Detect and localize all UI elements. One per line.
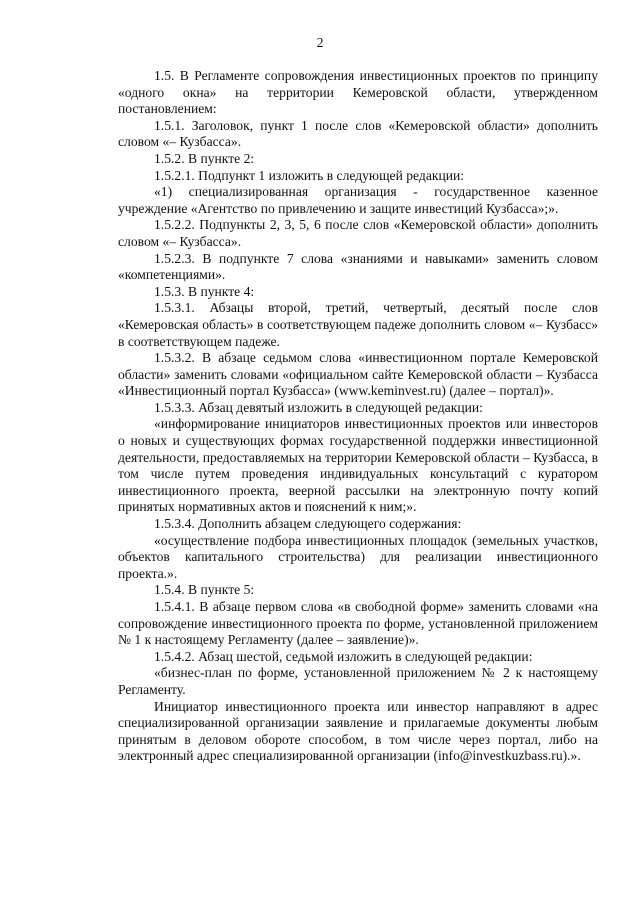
document-body bbox=[118, 68, 598, 765]
paragraph-quote-1: «1) специализированная организация - государственное казенное учреждение «Агентство по привлечению и защите инвестиций Кузбасса»;». bbox=[118, 184, 598, 216]
paragraph-quote-selection: «осуществление подбора инвестиционных площадок (земельных участков, объектов капитального строительства) для реализации инвестиционного проекта.». bbox=[118, 532, 598, 581]
paragraph-1-5-3-4: 1.5.3.4. Дополнить абзацем следующего содержания: bbox=[154, 516, 462, 532]
paragraph-1-5-2-2: 1.5.2.2. Подпункты 2, 3, 5, 6 после слов «Кемеровской области» дополнить словом «– Кузбасса». bbox=[118, 217, 598, 249]
paragraph-1-5-4-2: 1.5.4.2. Абзац шестой, седьмой изложить в следующей редакции: bbox=[154, 648, 533, 664]
paragraph-1-5-3-2: 1.5.3.2. В абзаце седьмом слова «инвестиционном портале Кемеровской области» заменить словами «официальном сайте Кемеровской области – Кузбасса «Инвестиционный портал Кузбасса» (www.keminvest.ru) (далее – портал)». bbox=[118, 350, 598, 399]
paragraph-1-5-4: 1.5.4. В пункте 5: bbox=[154, 582, 255, 598]
paragraph-1-5-3-1: 1.5.3.1. Абзацы второй, третий, четвертый, десятый после слов «Кемеровская область» в соответствующем падеже дополнить словом «– Кузбасс» в соответствующем падеже. bbox=[118, 300, 598, 349]
paragraph-1-5-3-3: 1.5.3.3. Абзац девятый изложить в следующей редакции: bbox=[154, 399, 483, 415]
paragraph-1-5-2-3: 1.5.2.3. В подпункте 7 слова «знаниями и навыками» заменить словом «компетенциями». bbox=[118, 250, 598, 283]
paragraph-quote-informing: «информирование инициаторов инвестиционных проектов или инвесторов о новых и существующих формах государственной поддержки инвестиционной деятельности, предоставляемых на территории Кемеровской области – Кузбасса, в том числе путем проведения индивидуальных консультаций с куратором инвестиционного проекта, веерной рассылки на электронную почту копий принятых нормативных актов и пояснений к ним;». bbox=[118, 416, 598, 515]
paragraph-initiator: Инициатор инвестиционного проекта или инвестор направляют в адрес специализированной организации заявление и прилагаемые документы любым принятым в деловом обороте способом, в том числе через портал, либо на электронный адрес специализированной организации (info@investkuzbass.ru).». bbox=[118, 698, 598, 764]
page-number: 2 bbox=[316, 35, 324, 50]
paragraph-1-5-2: 1.5.2. В пункте 2: bbox=[154, 150, 255, 166]
paragraph-1-5-1: 1.5.1. Заголовок, пункт 1 после слов «Кемеровской области» дополнить словом «– Кузбасса». bbox=[118, 117, 598, 150]
paragraph-1-5: 1.5. В Регламенте сопровождения инвестиционных проектов по принципу «одного окна» на территории Кемеровской области, утвержденном постановлением: bbox=[118, 68, 598, 117]
paragraph-1-5-3: 1.5.3. В пункте 4: bbox=[154, 283, 255, 299]
paragraph-1-5-2-1: 1.5.2.1. Подпункт 1 изложить в следующей редакции: bbox=[154, 167, 465, 183]
paragraph-1-5-4-1: 1.5.4.1. В абзаце первом слова «в свободной форме» заменить словами «на сопровождение инвестиционного проекта по форме, установленной приложением № 1 к настоящему Регламенту (далее – заявление)». bbox=[118, 599, 598, 648]
paragraph-quote-business-plan: «бизнес-план по форме, установленной приложением № 2 к настоящему Регламенту. bbox=[118, 665, 598, 697]
